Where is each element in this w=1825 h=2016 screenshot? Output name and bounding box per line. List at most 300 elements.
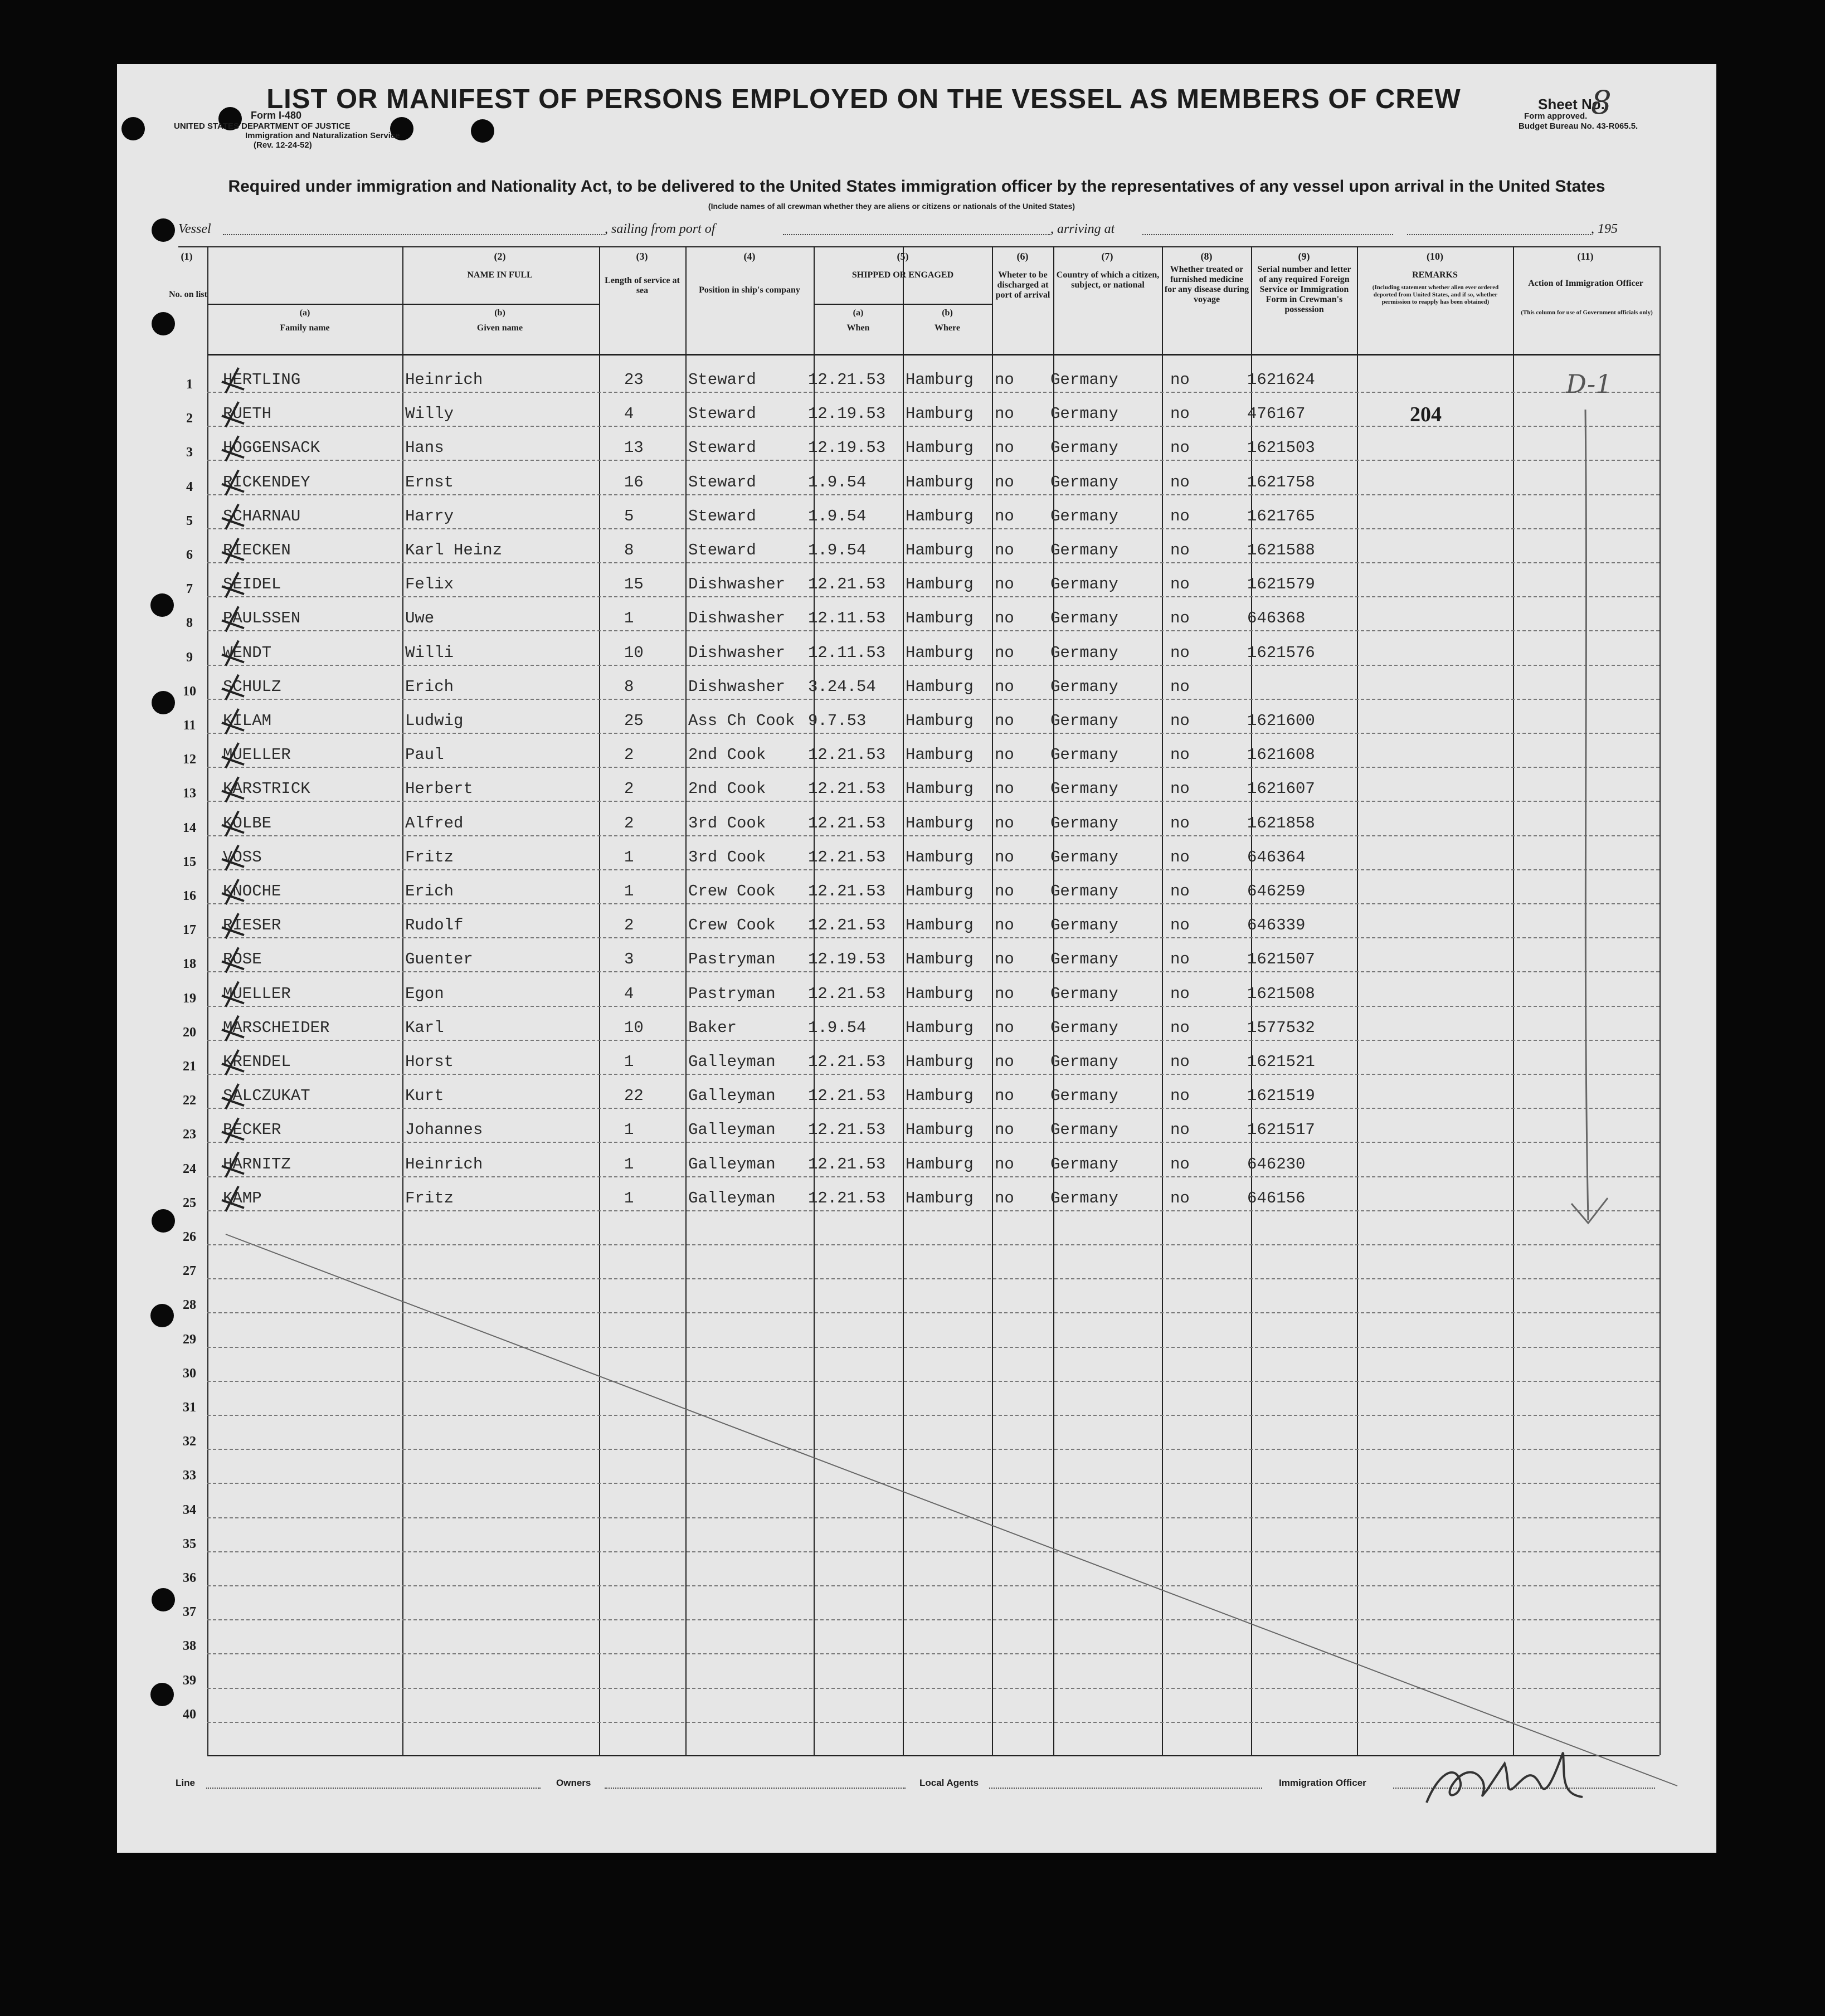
discharged: no bbox=[995, 1155, 1014, 1173]
discharged: no bbox=[995, 814, 1014, 832]
row-number: 33 bbox=[183, 1468, 196, 1483]
agents-field bbox=[989, 1788, 1262, 1789]
shipped-where: Hamburg bbox=[906, 916, 974, 935]
row-number: 40 bbox=[183, 1707, 196, 1722]
family-name: KNOCHE bbox=[223, 882, 281, 900]
given-name: Hans bbox=[405, 439, 444, 457]
given-name: Herbert bbox=[405, 780, 473, 798]
sailing-label: , sailing from port of bbox=[605, 222, 716, 236]
position: Baker bbox=[688, 1018, 737, 1037]
serial-number: 1621608 bbox=[1247, 746, 1315, 764]
family-name: SCHARNAU bbox=[223, 507, 301, 525]
given-name: Horst bbox=[405, 1053, 454, 1071]
row-number: 6 bbox=[186, 548, 193, 562]
length-of-service: 1 bbox=[624, 1189, 634, 1207]
shipped-where: Hamburg bbox=[906, 1018, 974, 1037]
given-name: Erich bbox=[405, 882, 454, 900]
given-name: Fritz bbox=[405, 1189, 454, 1207]
medicine: no bbox=[1170, 575, 1190, 594]
given-name: Uwe bbox=[405, 609, 435, 628]
discharged: no bbox=[995, 984, 1014, 1003]
country: Germany bbox=[1050, 1018, 1118, 1037]
shipped-where: Hamburg bbox=[906, 712, 974, 730]
remarks-header: REMARKS bbox=[1412, 270, 1458, 280]
shipped-when: 12.21.53 bbox=[808, 1189, 886, 1207]
shipped-where: Hamburg bbox=[906, 643, 974, 662]
discharged: no bbox=[995, 677, 1014, 696]
officer-label: Immigration Officer bbox=[1279, 1778, 1366, 1788]
row-number: 14 bbox=[183, 820, 196, 835]
given-name: Heinrich bbox=[405, 371, 483, 389]
shipped-where: Hamburg bbox=[906, 1053, 974, 1071]
shipped-when: 12.19.53 bbox=[808, 405, 886, 423]
position: Galleyman bbox=[688, 1087, 776, 1106]
serial-number: 646156 bbox=[1247, 1189, 1306, 1207]
medicine: no bbox=[1170, 882, 1190, 900]
row-number: 12 bbox=[183, 752, 196, 767]
position: Dishwasher bbox=[688, 643, 786, 662]
position: Crew Cook bbox=[688, 882, 776, 900]
shipped-when: 1.9.54 bbox=[808, 507, 867, 525]
when-sub-letter: (a) bbox=[853, 308, 864, 318]
position: Galleyman bbox=[688, 1155, 776, 1173]
position: Galleyman bbox=[688, 1053, 776, 1071]
row-number: 22 bbox=[183, 1093, 196, 1108]
discharged: no bbox=[995, 1189, 1014, 1207]
family-name: SEIDEL bbox=[223, 575, 281, 594]
discharged: no bbox=[995, 916, 1014, 935]
position: Galleyman bbox=[688, 1189, 776, 1207]
row-number: 27 bbox=[183, 1264, 196, 1279]
column-number: (9) bbox=[1298, 251, 1310, 262]
shipped-when: 12.21.53 bbox=[808, 746, 886, 764]
medicine: no bbox=[1170, 371, 1190, 389]
family-name: HOGGENSACK bbox=[223, 439, 320, 457]
sheet-label: Sheet No. bbox=[1538, 96, 1605, 113]
position: Steward bbox=[688, 405, 756, 423]
serial-number: 646368 bbox=[1247, 609, 1306, 628]
medicine: no bbox=[1170, 677, 1190, 696]
country: Germany bbox=[1050, 1087, 1118, 1106]
row-number: 21 bbox=[183, 1059, 196, 1074]
family-name: RIECKEN bbox=[223, 541, 291, 559]
medicine: no bbox=[1170, 848, 1190, 866]
row-number: 25 bbox=[183, 1195, 196, 1210]
country: Germany bbox=[1050, 1053, 1118, 1071]
given-name: Heinrich bbox=[405, 1155, 483, 1173]
shipped-where: Hamburg bbox=[906, 541, 974, 559]
family-name: KARSTRICK bbox=[223, 780, 310, 798]
row-number: 37 bbox=[183, 1605, 196, 1620]
medicine: no bbox=[1170, 1155, 1190, 1173]
medicine: no bbox=[1170, 1087, 1190, 1106]
medicine-header: Whether treated or furnished medicine for any disease during voyage bbox=[1164, 265, 1249, 304]
country: Germany bbox=[1050, 575, 1118, 594]
given-name: Rudolf bbox=[405, 916, 464, 935]
country: Germany bbox=[1050, 507, 1118, 525]
shipped-when: 12.11.53 bbox=[808, 609, 886, 628]
discharged: no bbox=[995, 712, 1014, 730]
form-number: Form I-480 bbox=[251, 110, 302, 121]
length-of-service: 1 bbox=[624, 1053, 634, 1071]
discharged: no bbox=[995, 609, 1014, 628]
country: Germany bbox=[1050, 984, 1118, 1003]
shipped-where: Hamburg bbox=[906, 1189, 974, 1207]
row-number: 39 bbox=[183, 1673, 196, 1688]
family-name: ROSE bbox=[223, 950, 262, 969]
length-of-service: 3 bbox=[624, 950, 634, 969]
discharged: no bbox=[995, 439, 1014, 457]
country: Germany bbox=[1050, 609, 1118, 628]
column-number: (10) bbox=[1427, 251, 1443, 262]
line-label: Line bbox=[176, 1778, 195, 1788]
row-number: 29 bbox=[183, 1332, 196, 1347]
serial-number: 1621517 bbox=[1247, 1121, 1315, 1140]
country: Germany bbox=[1050, 439, 1118, 457]
shipped-where: Hamburg bbox=[906, 746, 974, 764]
revision-date: (Rev. 12-24-52) bbox=[254, 140, 312, 150]
row-number: 16 bbox=[183, 889, 196, 903]
shipped-where: Hamburg bbox=[906, 984, 974, 1003]
country: Germany bbox=[1050, 950, 1118, 969]
shipped-when: 12.11.53 bbox=[808, 643, 886, 662]
serial-number: 646259 bbox=[1247, 882, 1306, 900]
length-of-service: 1 bbox=[624, 848, 634, 866]
shipped-when: 1.9.54 bbox=[808, 541, 867, 559]
shipped-where: Hamburg bbox=[906, 882, 974, 900]
given-name: Egon bbox=[405, 984, 444, 1003]
line-field bbox=[206, 1788, 541, 1789]
shipped-where: Hamburg bbox=[906, 950, 974, 969]
remarks-value: 204 bbox=[1410, 403, 1442, 426]
column-number: (2) bbox=[494, 251, 506, 262]
given-name: Karl bbox=[405, 1018, 444, 1037]
serial-number: 646339 bbox=[1247, 916, 1306, 935]
row-number: 11 bbox=[183, 718, 196, 733]
shipped-where: Hamburg bbox=[906, 507, 974, 525]
serial-number: 1621507 bbox=[1247, 950, 1315, 969]
serial-number: 1621765 bbox=[1247, 507, 1315, 525]
column-number: (1) bbox=[181, 251, 193, 262]
given-name: Ludwig bbox=[405, 712, 464, 730]
family-name: SCHULZ bbox=[223, 677, 281, 696]
position: Pastryman bbox=[688, 950, 776, 969]
sheet-number: 8 bbox=[1591, 84, 1612, 121]
owners-label: Owners bbox=[556, 1778, 591, 1788]
owners-field bbox=[605, 1788, 906, 1789]
position: 2nd Cook bbox=[688, 780, 766, 798]
discharged: no bbox=[995, 541, 1014, 559]
position: Galleyman bbox=[688, 1121, 776, 1140]
country: Germany bbox=[1050, 882, 1118, 900]
agency-line: UNITED STATES DEPARTMENT OF JUSTICE bbox=[174, 121, 351, 131]
country: Germany bbox=[1050, 848, 1118, 866]
country: Germany bbox=[1050, 541, 1118, 559]
length-of-service: 1 bbox=[624, 882, 634, 900]
serial-number: 646364 bbox=[1247, 848, 1306, 866]
medicine: no bbox=[1170, 405, 1190, 423]
family-name: HERTLING bbox=[223, 371, 301, 389]
length-of-service: 1 bbox=[624, 609, 634, 628]
shipped-when: 12.21.53 bbox=[808, 1155, 886, 1173]
country-header: Country of which a citizen, subject, or national bbox=[1056, 270, 1160, 290]
year-label: , 195 bbox=[1591, 222, 1618, 236]
serial-number: 1621758 bbox=[1247, 473, 1315, 491]
country: Germany bbox=[1050, 473, 1118, 491]
shipped-where: Hamburg bbox=[906, 575, 974, 594]
serial-number: 1621521 bbox=[1247, 1053, 1315, 1071]
given-name-header: Given name bbox=[476, 323, 523, 333]
action-header: Action of Immigration Officer bbox=[1528, 279, 1643, 288]
column-number: (6) bbox=[1016, 251, 1029, 262]
vessel-label: Vessel bbox=[178, 222, 211, 236]
family-name: MUELLER bbox=[223, 984, 291, 1003]
name-header: NAME IN FULL bbox=[467, 270, 533, 280]
agency-line: Immigration and Naturalization Service bbox=[245, 131, 400, 140]
serial-number: 476167 bbox=[1247, 405, 1306, 423]
shipped-when: 12.21.53 bbox=[808, 1087, 886, 1106]
shipped-when: 12.21.53 bbox=[808, 882, 886, 900]
shipped-where: Hamburg bbox=[906, 371, 974, 389]
given-name: Willi bbox=[405, 643, 454, 662]
row-number: 17 bbox=[183, 923, 196, 938]
discharged: no bbox=[995, 882, 1014, 900]
length-of-service: 1 bbox=[624, 1121, 634, 1140]
medicine: no bbox=[1170, 473, 1190, 491]
medicine: no bbox=[1170, 814, 1190, 832]
country: Germany bbox=[1050, 405, 1118, 423]
position: Steward bbox=[688, 439, 756, 457]
country: Germany bbox=[1050, 916, 1118, 935]
length-of-service: 10 bbox=[624, 1018, 644, 1037]
length-of-service: 4 bbox=[624, 984, 634, 1003]
column-number: (8) bbox=[1200, 251, 1213, 262]
row-number: 7 bbox=[186, 582, 193, 597]
length-of-service: 2 bbox=[624, 780, 634, 798]
discharged-header: Wheter to be discharged at port of arrival bbox=[995, 270, 1050, 300]
shipped-where: Hamburg bbox=[906, 848, 974, 866]
shipped-when: 1.9.54 bbox=[808, 1018, 867, 1037]
column-number: (4) bbox=[743, 251, 756, 262]
where-sub-letter: (b) bbox=[942, 308, 953, 318]
given-name: Ernst bbox=[405, 473, 454, 491]
row-number: 1 bbox=[186, 377, 193, 392]
country: Germany bbox=[1050, 643, 1118, 662]
country: Germany bbox=[1050, 1155, 1118, 1173]
serial-number: 1621624 bbox=[1247, 371, 1315, 389]
country: Germany bbox=[1050, 371, 1118, 389]
length-of-service: 1 bbox=[624, 1155, 634, 1173]
family-name: RIESER bbox=[223, 916, 281, 935]
shipped-when: 12.21.53 bbox=[808, 780, 886, 798]
serial-number: 1621588 bbox=[1247, 541, 1315, 559]
shipped-when: 12.21.53 bbox=[808, 371, 886, 389]
row-number: 32 bbox=[183, 1434, 196, 1449]
country: Germany bbox=[1050, 712, 1118, 730]
length-of-service: 4 bbox=[624, 405, 634, 423]
discharged: no bbox=[995, 1053, 1014, 1071]
given-name: Willy bbox=[405, 405, 454, 423]
medicine: no bbox=[1170, 780, 1190, 798]
shipped-when: 12.21.53 bbox=[808, 984, 886, 1003]
length-of-service: 10 bbox=[624, 643, 644, 662]
approval-note: Budget Bureau No. 43-R065.5. bbox=[1519, 121, 1638, 131]
row-number: 34 bbox=[183, 1502, 196, 1517]
row-number: 4 bbox=[186, 479, 193, 494]
serial-number: 1621519 bbox=[1247, 1087, 1315, 1106]
length-of-service: 23 bbox=[624, 371, 644, 389]
family-name: VOSS bbox=[223, 848, 262, 866]
row-number: 18 bbox=[183, 957, 196, 972]
length-of-service: 8 bbox=[624, 541, 634, 559]
row-number: 31 bbox=[183, 1400, 196, 1415]
column-number: (3) bbox=[636, 251, 648, 262]
length-header: Length of service at sea bbox=[605, 276, 680, 295]
shipped-when: 12.21.53 bbox=[808, 848, 886, 866]
length-of-service: 2 bbox=[624, 746, 634, 764]
length-of-service: 2 bbox=[624, 814, 634, 832]
arriving-label: , arriving at bbox=[1050, 222, 1115, 236]
shipped-when: 1.9.54 bbox=[808, 473, 867, 491]
position-header: Position in ship's company bbox=[699, 285, 800, 295]
where-header: Where bbox=[935, 323, 960, 333]
shipped-when: 3.24.54 bbox=[808, 677, 876, 696]
discharged: no bbox=[995, 1121, 1014, 1140]
position: Crew Cook bbox=[688, 916, 776, 935]
length-of-service: 15 bbox=[624, 575, 644, 594]
position: Dishwasher bbox=[688, 609, 786, 628]
row-number: 15 bbox=[183, 854, 196, 869]
shipped-header: SHIPPED OR ENGAGED bbox=[851, 270, 954, 280]
family-name: RUETH bbox=[223, 405, 272, 423]
family-name-header: Family name bbox=[280, 323, 330, 333]
position: Steward bbox=[688, 371, 756, 389]
given-name: Karl Heinz bbox=[405, 541, 503, 559]
medicine: no bbox=[1170, 712, 1190, 730]
medicine: no bbox=[1170, 746, 1190, 764]
length-of-service: 13 bbox=[624, 439, 644, 457]
shipped-when: 12.21.53 bbox=[808, 1053, 886, 1071]
given-name: Kurt bbox=[405, 1087, 444, 1106]
family-name: PAULSSEN bbox=[223, 609, 301, 628]
medicine: no bbox=[1170, 609, 1190, 628]
given-name: Paul bbox=[405, 746, 444, 764]
length-of-service: 8 bbox=[624, 677, 634, 696]
discharged: no bbox=[995, 507, 1014, 525]
discharged: no bbox=[995, 746, 1014, 764]
country: Germany bbox=[1050, 1189, 1118, 1207]
medicine: no bbox=[1170, 541, 1190, 559]
row-number: 2 bbox=[186, 411, 193, 426]
shipped-when: 12.19.53 bbox=[808, 950, 886, 969]
serial-number: 646230 bbox=[1247, 1155, 1306, 1173]
medicine: no bbox=[1170, 1018, 1190, 1037]
medicine: no bbox=[1170, 950, 1190, 969]
shipped-where: Hamburg bbox=[906, 609, 974, 628]
no-on-list-header: No. on list bbox=[169, 290, 207, 299]
row-number: 38 bbox=[183, 1639, 196, 1654]
row-number: 10 bbox=[183, 684, 196, 699]
position: Steward bbox=[688, 541, 756, 559]
country: Germany bbox=[1050, 780, 1118, 798]
family-name: SALCZUKAT bbox=[223, 1087, 310, 1106]
serial-number: 1621579 bbox=[1247, 575, 1315, 594]
remarks-note: (Including statement whether alien ever ordered deported from United States, and if so, whether permission to reapply has been obtained) bbox=[1372, 284, 1499, 305]
row-number: 3 bbox=[186, 445, 193, 460]
officer-signature bbox=[1421, 1741, 1599, 1814]
serial-number: 1621607 bbox=[1247, 780, 1315, 798]
shipped-where: Hamburg bbox=[906, 677, 974, 696]
serial-number: 1621600 bbox=[1247, 712, 1315, 730]
discharged: no bbox=[995, 848, 1014, 866]
serial-number: 1621858 bbox=[1247, 814, 1315, 832]
row-number: 13 bbox=[183, 786, 196, 801]
family-name: KOLBE bbox=[223, 814, 272, 832]
position: Dishwasher bbox=[688, 677, 786, 696]
row-number: 5 bbox=[186, 513, 193, 528]
country: Germany bbox=[1050, 746, 1118, 764]
subnote: (Include names of all crewman whether they are aliens or citizens or nationals of the United States) bbox=[708, 202, 1075, 211]
medicine: no bbox=[1170, 1053, 1190, 1071]
shipped-where: Hamburg bbox=[906, 1087, 974, 1106]
given-name: Harry bbox=[405, 507, 454, 525]
serial-number: 1577532 bbox=[1247, 1018, 1315, 1037]
row-number: 20 bbox=[183, 1025, 196, 1040]
serial-number: 1621503 bbox=[1247, 439, 1315, 457]
position: 3rd Cook bbox=[688, 848, 766, 866]
serial-number: 1621576 bbox=[1247, 643, 1315, 662]
given-name: Erich bbox=[405, 677, 454, 696]
discharged: no bbox=[995, 950, 1014, 969]
family-name: MARSCHEIDER bbox=[223, 1018, 330, 1037]
column-number: (5) bbox=[897, 251, 909, 262]
discharged: no bbox=[995, 643, 1014, 662]
family-name: BECKER bbox=[223, 1121, 281, 1140]
medicine: no bbox=[1170, 439, 1190, 457]
family-name: KRENDEL bbox=[223, 1053, 291, 1071]
shipped-where: Hamburg bbox=[906, 473, 974, 491]
medicine: no bbox=[1170, 916, 1190, 935]
position: 3rd Cook bbox=[688, 814, 766, 832]
family-name: RICKENDEY bbox=[223, 473, 310, 491]
row-number: 26 bbox=[183, 1230, 196, 1244]
row-number: 8 bbox=[186, 616, 193, 631]
column-number: (11) bbox=[1577, 251, 1594, 262]
row-number: 23 bbox=[183, 1127, 196, 1142]
position: Dishwasher bbox=[688, 575, 786, 594]
page-title: LIST OR MANIFEST OF PERSONS EMPLOYED ON THE VESSEL AS MEMBERS OF CREW bbox=[266, 84, 1461, 114]
family-sub-letter: (a) bbox=[299, 308, 310, 318]
medicine: no bbox=[1170, 643, 1190, 662]
discharged: no bbox=[995, 371, 1014, 389]
discharged: no bbox=[995, 1087, 1014, 1106]
agents-label: Local Agents bbox=[919, 1778, 979, 1788]
given-name: Johannes bbox=[405, 1121, 483, 1140]
medicine: no bbox=[1170, 984, 1190, 1003]
discharged: no bbox=[995, 1018, 1014, 1037]
family-name: WENDT bbox=[223, 643, 272, 662]
row-number: 24 bbox=[183, 1161, 196, 1176]
position: Ass Ch Cook bbox=[688, 712, 795, 730]
shipped-where: Hamburg bbox=[906, 1155, 974, 1173]
subtitle: Required under immigration and Nationality Act, to be delivered to the United States immigration officer by the representatives of any vessel upon arrival in the United States bbox=[228, 177, 1605, 196]
approval-note: Form approved. bbox=[1524, 111, 1588, 121]
medicine: no bbox=[1170, 507, 1190, 525]
length-of-service: 16 bbox=[624, 473, 644, 491]
given-sub-letter: (b) bbox=[494, 308, 505, 318]
position: Steward bbox=[688, 507, 756, 525]
shipped-when: 12.21.53 bbox=[808, 916, 886, 935]
